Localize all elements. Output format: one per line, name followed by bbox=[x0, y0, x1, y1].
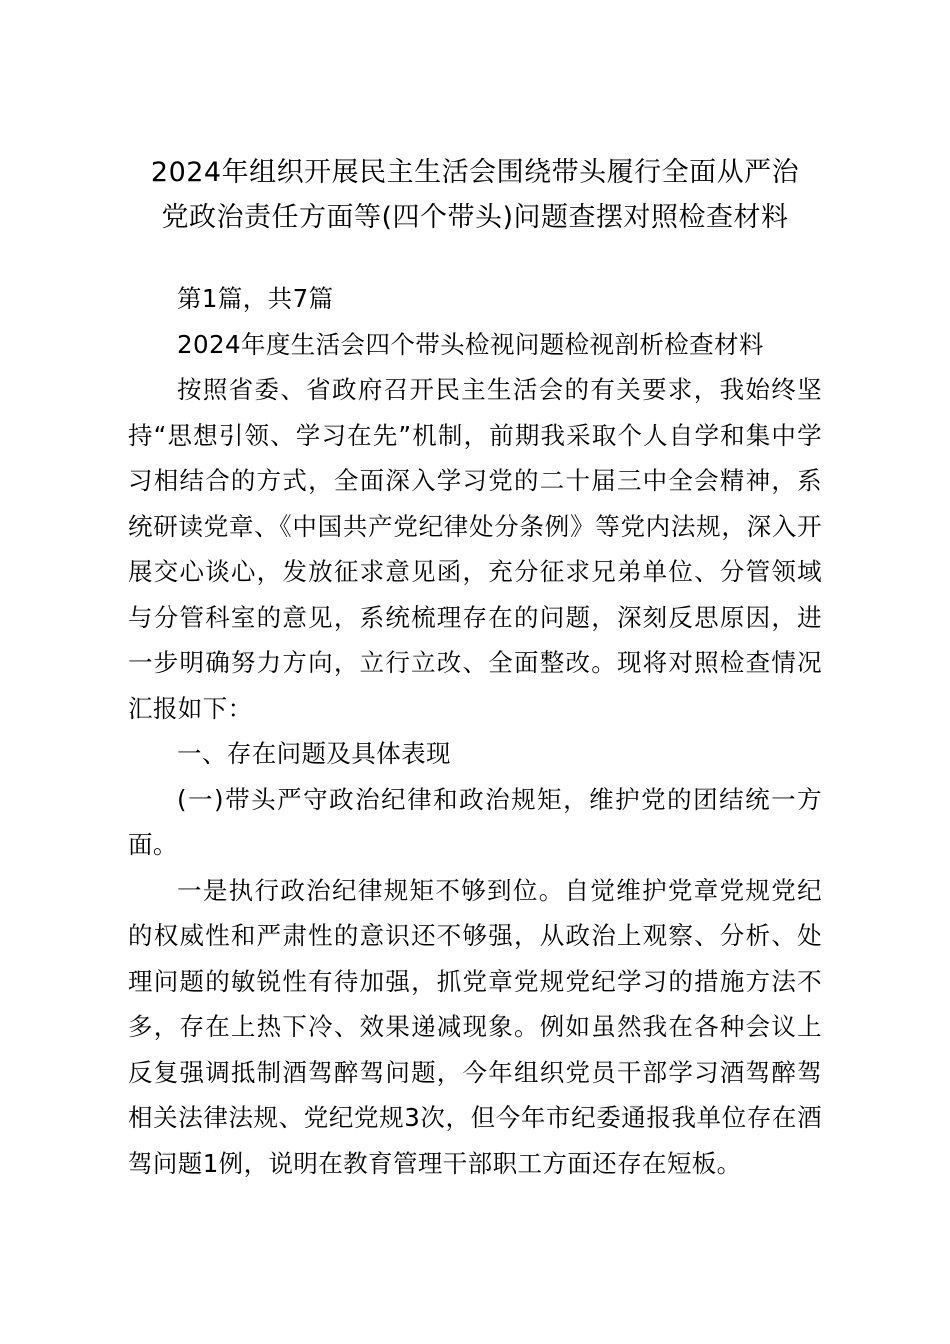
subsection-heading: (一)带头严守政治纪律和政治规矩，维护党的团结统一方面。 bbox=[128, 784, 822, 859]
title-line-1: 2024年组织开展民主生活会围绕带头履行全面从严治 bbox=[150, 157, 800, 188]
intro-paragraph: 按照省委、省政府召开民主生活会的有关要求，我始终坚持“思想引领、学习在先”机制，前期我采取个人自学和集中学习相结合的方式，全面深入学习党的二十届三中全会精神，系统研读党章、《中国共产党纪律处分条例》等党内法规，深入开展交心谈心，发放征求意见函，充分征求兄弟单位、分管领域与分管科室的意见，系统梳理存在的问题，深刻反思原因，进一步明确努力方向，立行立改、全面整改。现将对照检查情况汇报如下： bbox=[128, 375, 822, 723]
subtitle: 2024年度生活会四个带头检视问题检视剖析检查材料 bbox=[177, 329, 764, 359]
title-line-2: 党政治责任方面等(四个带头)问题查摆对照检查材料 bbox=[161, 202, 789, 233]
document-title bbox=[120, 150, 830, 240]
document-body bbox=[128, 276, 822, 1186]
part-label: 第1篇，共7篇 bbox=[177, 284, 334, 313]
point-paragraph: 一是执行政治纪律规矩不够到位。自觉维护党章党规党纪的权威性和严肃性的意识还不够强，从政治上观察、分析、处理问题的敏锐性有待加强，抓党章党规党纪学习的措施方法不多，存在上热下冷、效果递减现象。例如虽然我在各种会议上反复强调抵制酒驾醉驾问题，今年组织党员干部学习酒驾醉驾相关法律法规、党纪党规3次，但今年市纪委通报我单位存在酒驾问题1例，说明在教育管理干部职工方面还存在短板。 bbox=[128, 875, 822, 1178]
section-heading: 一、存在问题及具体表现 bbox=[177, 739, 451, 768]
